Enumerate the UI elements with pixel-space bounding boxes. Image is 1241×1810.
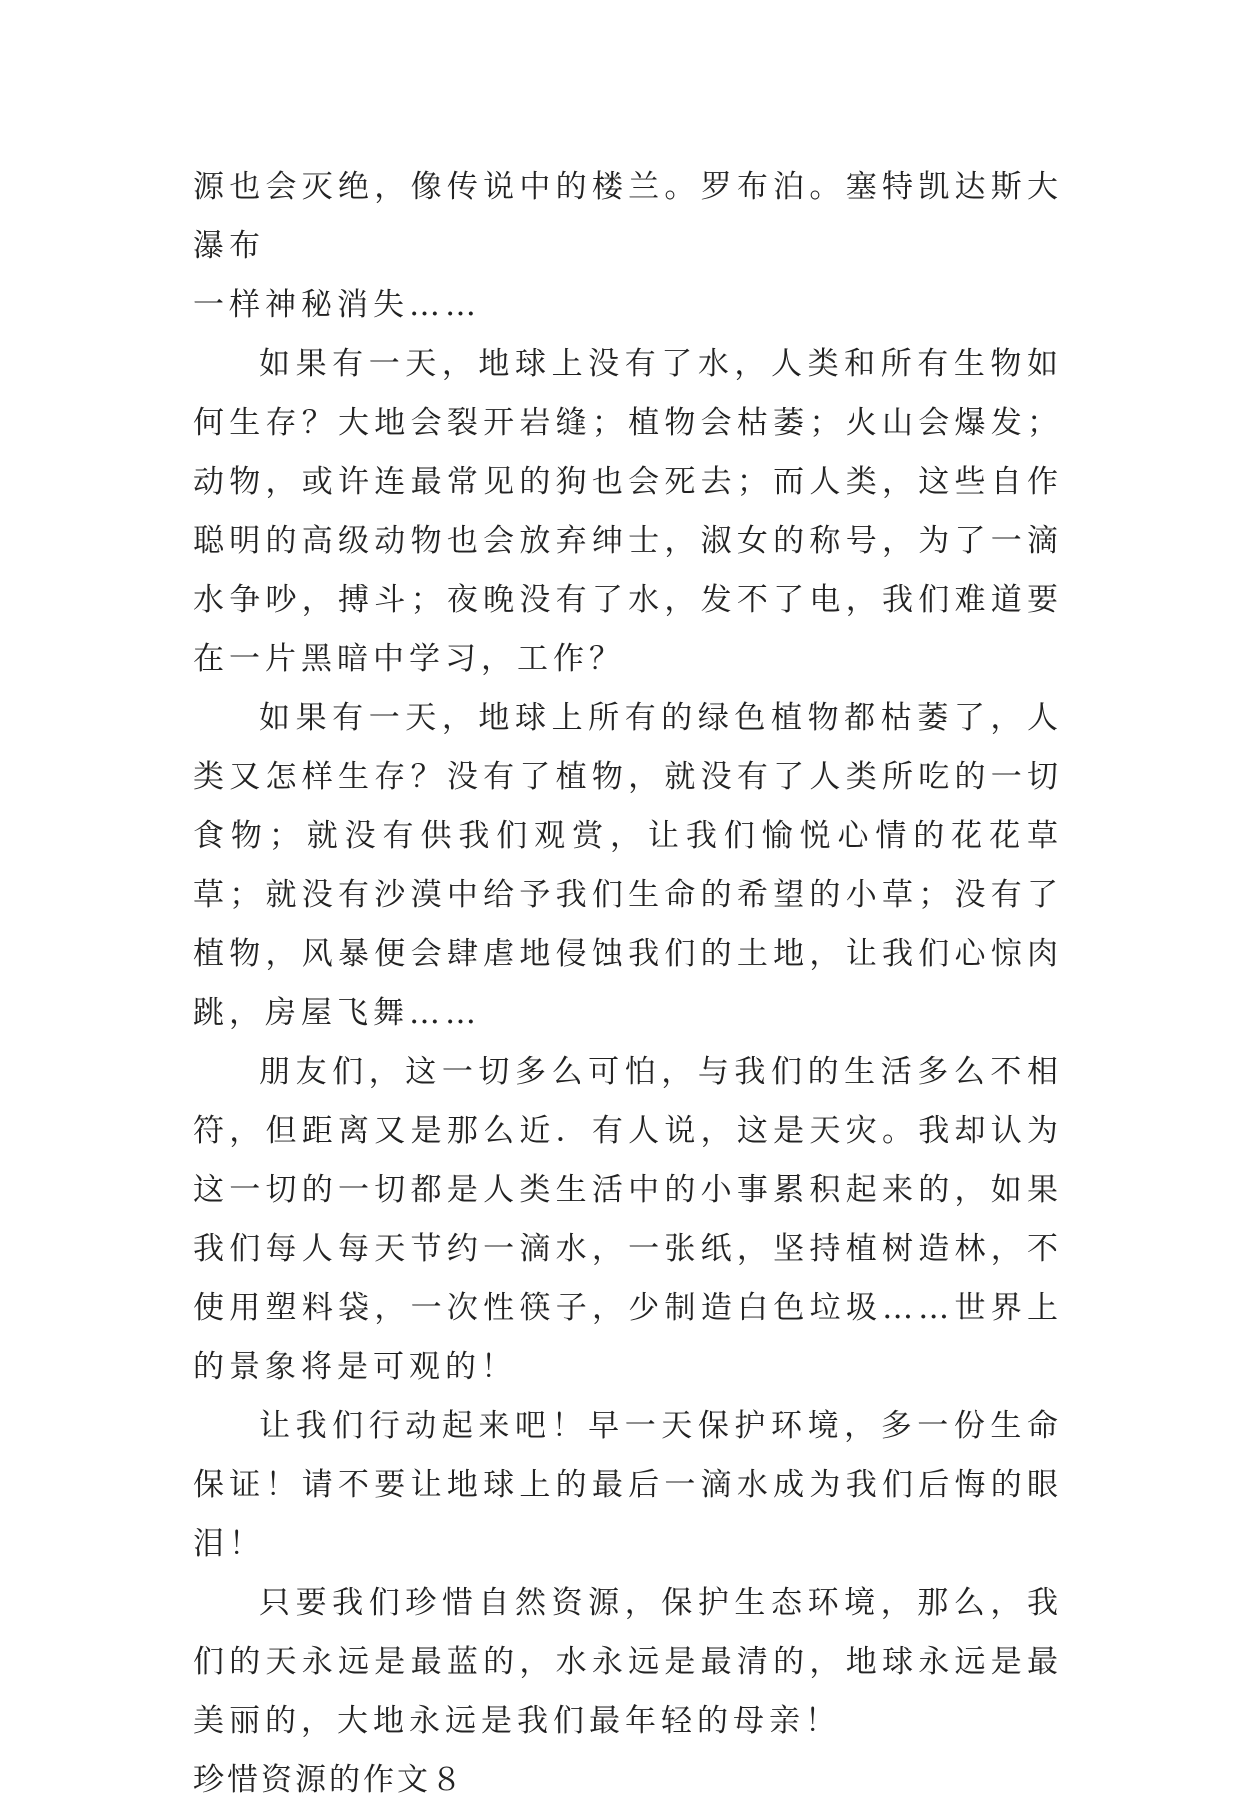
paragraph-conclusion: 只要我们珍惜自然资源，保护生态环境，那么，我们的天永远是最蓝的，水永远是最清的，地球永远是最美丽的，大地永远是我们最年轻的母亲！	[193, 1585, 1063, 1739]
paragraph-no-water: 如果有一天，地球上没有了水，人类和所有生物如何生存？大地会裂开岩缝；植物会枯萎；火山会爆发；动物，或许连最常见的狗也会死去；而人类，这些自作聪明的高级动物也会放弃绅士，淑女的称号，为了一滴水争吵，搏斗；夜晚没有了水，发不了电，我们难道要在一片黑暗中学习，工作？	[193, 346, 1063, 677]
paragraph-call-to-action: 让我们行动起来吧！早一天保护环境，多一份生命保证！请不要让地球上的最后一滴水成为我们后悔的眼泪！	[193, 1408, 1063, 1562]
continuation-line-1: 源也会灭绝，像传说中的楼兰。罗布泊。塞特凯达斯大瀑布	[193, 169, 1063, 264]
document-body	[193, 158, 1063, 1810]
section-title: 珍惜资源的作文８	[193, 1762, 465, 1798]
paragraph-friends: 朋友们，这一切多么可怕，与我们的生活多么不相符，但距离又是那么近．有人说，这是天灾。我却认为这一切的一切都是人类生活中的小事累积起来的，如果我们每人每天节约一滴水，一张纸，坚持植树造林，不使用塑料袋，一次性筷子，少制造白色垃圾……世界上的景象将是可观的！	[193, 1054, 1063, 1385]
paragraph-no-plants: 如果有一天，地球上所有的绿色植物都枯萎了，人类又怎样生存？没有了植物，就没有了人类所吃的一切食物；就没有供我们观赏，让我们愉悦心情的花花草草；就没有沙漠中给予我们生命的希望的小草；没有了植物，风暴便会肆虐地侵蚀我们的土地，让我们心惊肉跳，房屋飞舞……	[193, 700, 1063, 1031]
continuation-line-2: 一样神秘消失……	[193, 287, 481, 323]
continuation-paragraph	[193, 158, 1063, 335]
